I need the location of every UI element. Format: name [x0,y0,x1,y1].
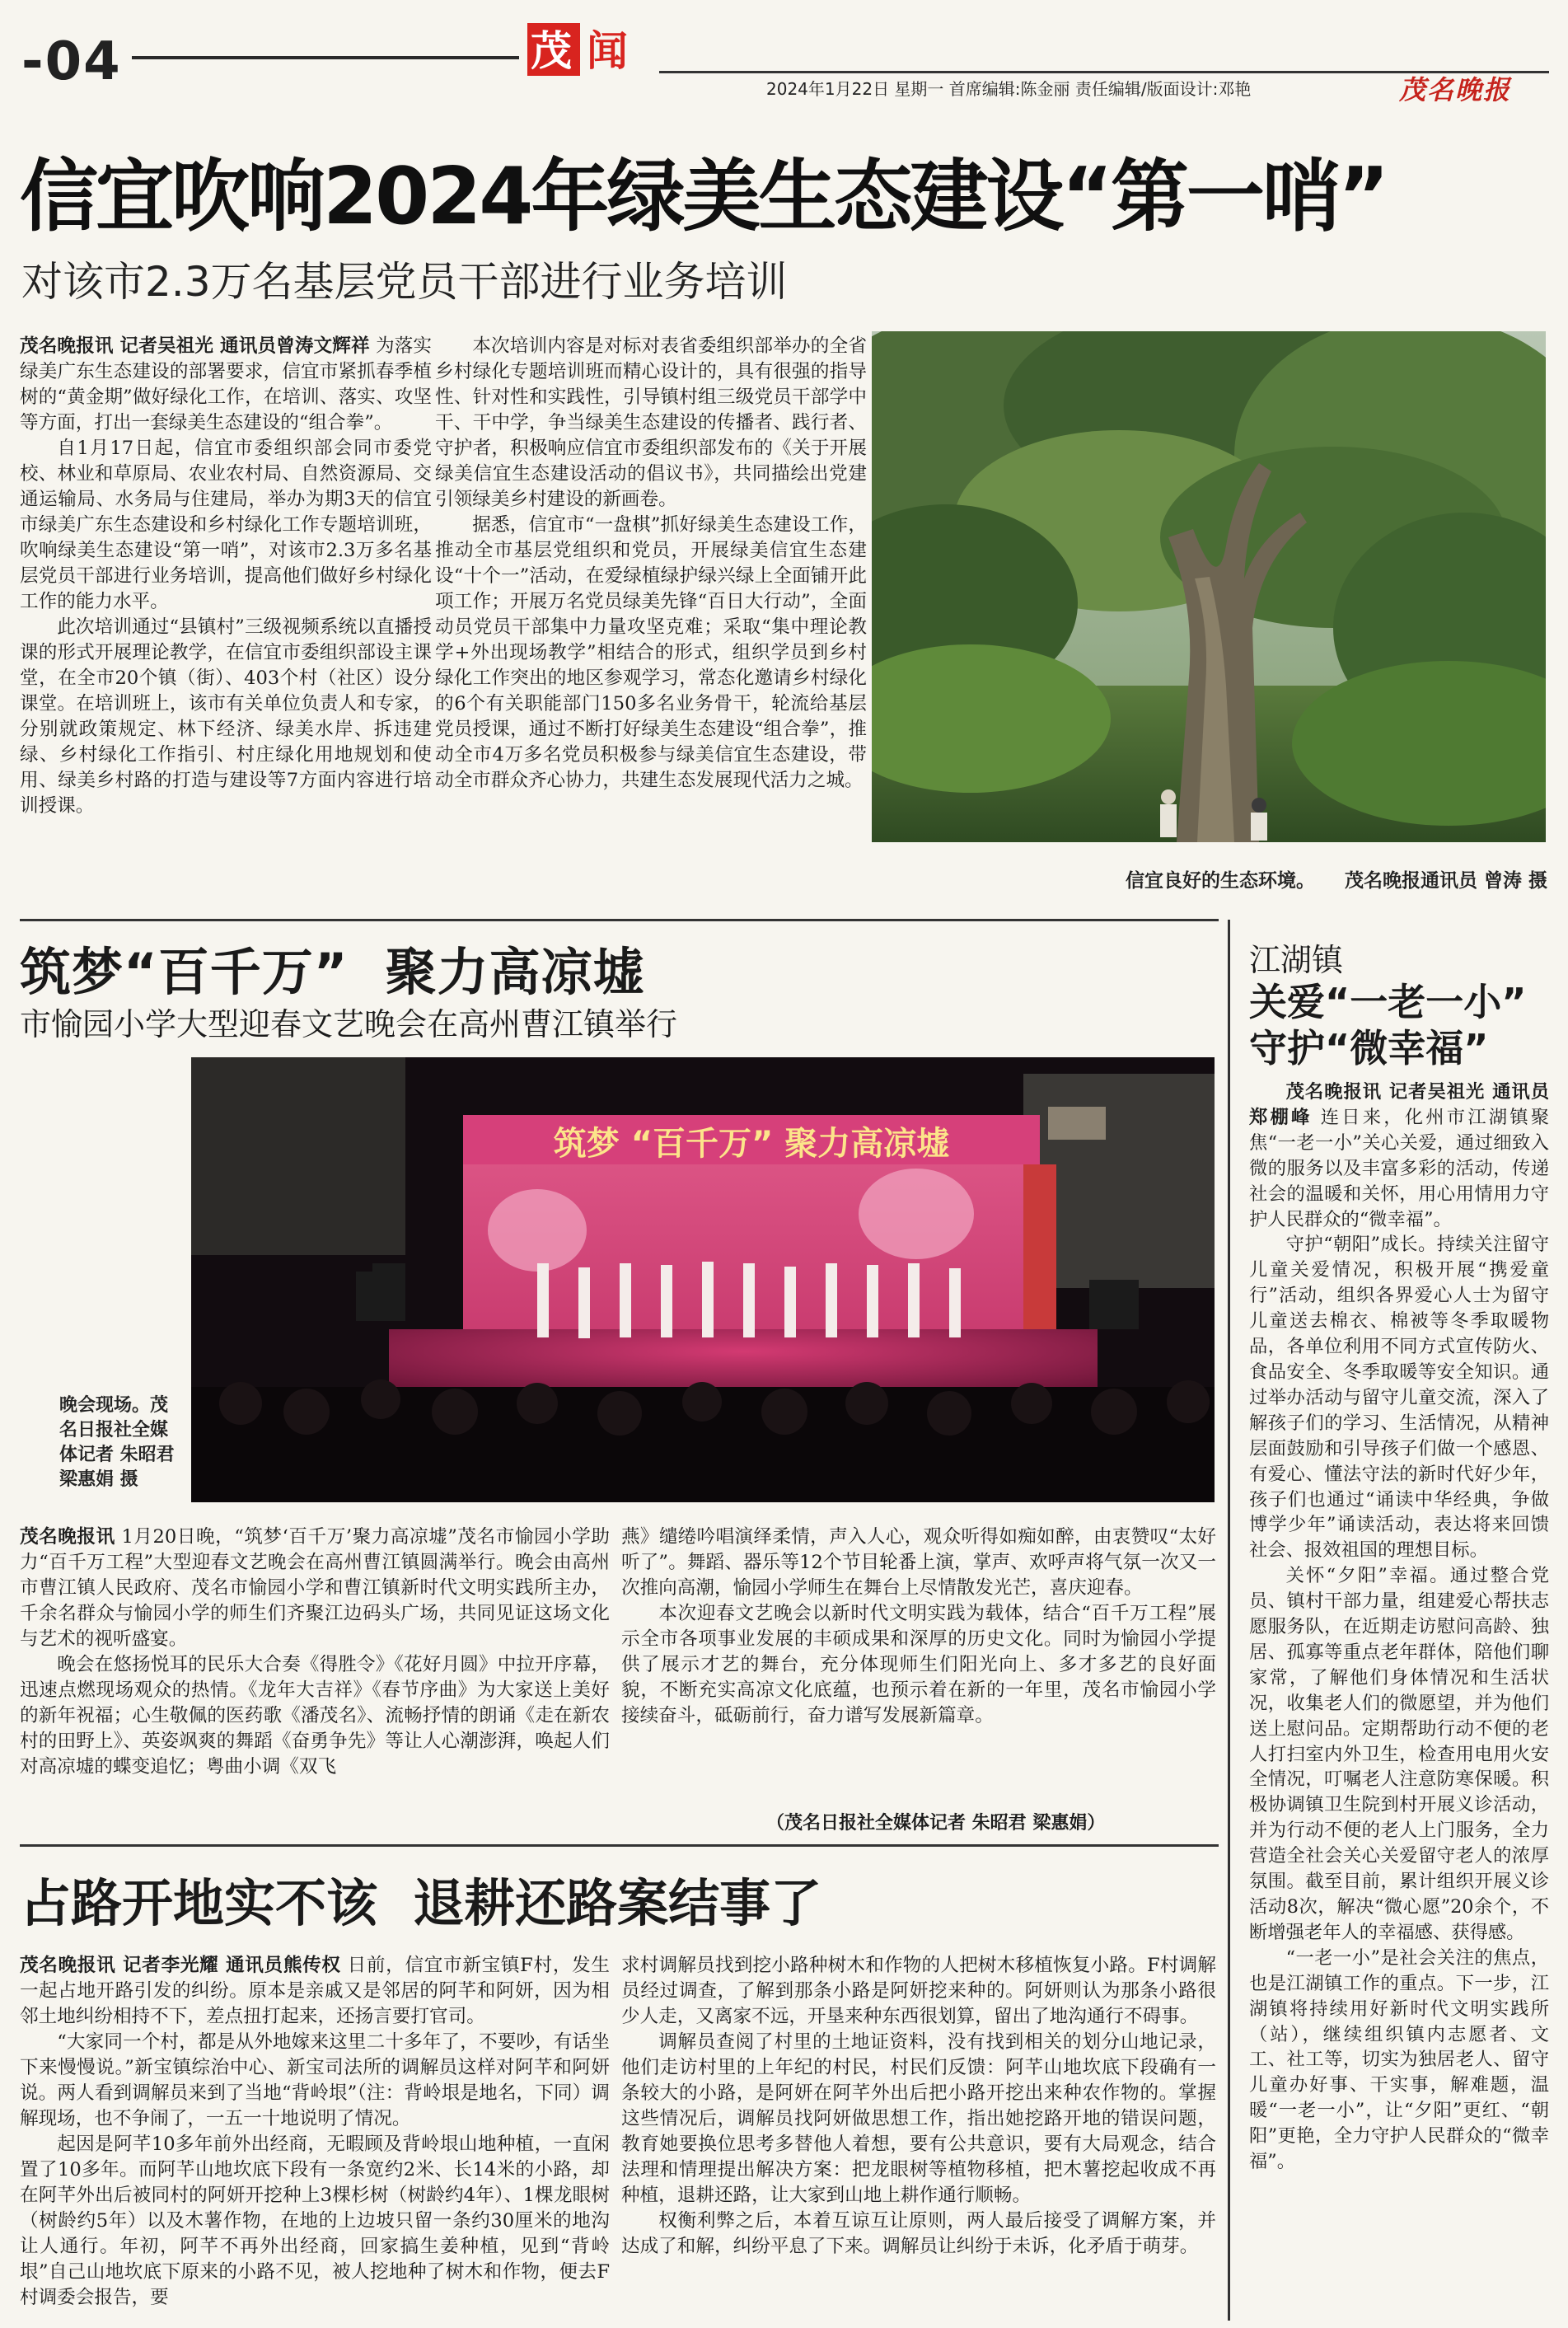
photo-credit: 茂名晚报通讯员 曾涛 摄 [1344,869,1547,892]
article1-paragraph: 本次培训内容是对标对表省委组织部举办的全省乡村绿化专题培训班而精心设计的，具有很强的指导性、针对性和实践性，引导镇村组三级党员干部学中干、干中学，争当绿美生态建设的传播者、践行者、守护者，积极响应信宜市委组织部发布的《关于开展绿美信宜生态建设活动的倡议书》，共同描绘出党建引领绿美乡村建设的新画卷。 [435,335,867,510]
section-char-2: 闻 [587,26,628,75]
section-char-1: 茂 [531,26,572,75]
sidebar-body [1249,1080,1549,2175]
article1-column-2 [435,334,867,794]
section-divider [20,1844,1219,1847]
sidebar-paragraph: 连日来，化州市江湖镇聚焦“一老一小”关心关爱，通过细致入微的服务以及丰富多彩的活动，传递社会的温暖和关怀，用心用情用力守护人民群众的“微幸福”。 [1249,1106,1549,1230]
article2-photo-gala [191,1057,1215,1502]
article3-paragraph: “大家同一个村，都是从外地嫁来这里二十多年了，不要吵，有话坐下来慢慢说。”新宝镇综治中心、新宝司法所的调解员这样对阿芊和阿妍说。两人看到调解员来到了当地“背岭垠”（注：背岭垠是地名，下同）调解现场，也不争闹了，一五一十地说明了情况。 [20,2031,610,2129]
article2-column-2 [621,1525,1216,1729]
article2-byline: 茂名晚报讯 [20,1526,115,1548]
article1-paragraph: 据悉，信宜市“一盘棋”抓好绿美生态建设工作，推动全市基层党组织和党员，开展绿美信宜生态建设“十个一”活动，在爱绿植绿护绿兴绿上全面铺开此项工作；开展万名党员绿美先锋“百日大行动”，全面动员党员干部集中力量攻坚克难；采取“集中理论教学+外出现场教学”相结合的形式，组织学员到乡村绿化工作突出的地区参观学习，常态化邀请乡村绿化的6个有关职能部门150多名业务骨干，轮流给基层党员授课，通过不断打好绿美生态建设“组合拳”，推动全市4万多名党员积极参与绿美信宜生态建设，带动全市群众齐心协力，共建生态发展现代活力之城。 [435,514,867,791]
sidebar-headline-line-2: 守护“微幸福” [1249,1026,1489,1070]
article2-paragraph: 燕》缱绻吟唱演绎柔情，声入人心，观众听得如痴如醉，由衷赞叹“太好听了”。舞蹈、器乐等12个节目轮番上演，掌声、欢呼声将气氛一次又一次推向高潮，愉园小学师生在舞台上尽情散发光芒，喜庆迎春。 [621,1526,1216,1599]
issue-info: 2024年1月22日 星期一 首席编辑:陈金丽 责任编辑/版面设计:邓艳 [766,79,1252,99]
article1-headline: 信宜吹响2024年绿美生态建设“第一哨” [20,152,1388,242]
sidebar-paragraph: 关怀“夕阳”幸福。通过整合党员、镇村干部力量，组建爱心帮扶志愿服务队，在近期走访慰问高龄、独居、孤寡等重点老年群体，陪他们聊家常，了解他们身体情况和生活状况，收集老人们的微愿望，并为他们送上慰问品。定期帮助行动不便的老人打扫室内外卫生，检查用电用火安全情况，叮嘱老人注意防寒保暖。积极协调镇卫生院到村开展义诊活动，并为行动不便的老人上门服务，全力营造全社会关心关爱留守老人的浓厚氛围。截至目前，累计组织开展义诊活动8次，解决“微心愿”20余个，不断增强老年人的幸福感、获得感。 [1249,1565,1549,1943]
photo-caption-text: 信宜良好的生态环境。 [1125,869,1315,892]
article2-headline: 筑梦“百千万” 聚力高凉墟 [20,942,645,1002]
article1-photo-caption [873,865,1547,892]
article1-paragraph: 此次培训通过“县镇村”三级视频系统以直播授课的形式开展理论教学，在信宜市委组织部设主课堂，在全市20个镇（街）、403个村（社区）设分课堂。在培训班上，该市有关单位负责人和专家，分别就政策规定、林下经济、绿美水岸、拆违建绿、乡村绿化工作指引、村庄绿化用地规划和使用、绿美乡村路的打造与建设等7方面内容进行培训授课。 [20,616,432,817]
article1-photo-tree [872,331,1546,842]
article2-paragraph: 本次迎春文艺晚会以新时代文明实践为载体，结合“百千万工程”展示全市各项事业发展的丰硕成果和深厚的历史文化。同时为愉园小学提供了展示才艺的舞台，充分体现师生们阳光向上、多才多艺的良好面貌，不断充实高凉文化底蕴，也预示着在新的一年里，茂名市愉园小学接续奋斗，砥砺前行，奋力谱写发展新篇章。 [621,1603,1216,1726]
article1-paragraph: 为落实绿美广东生态建设的部署要求，信宜市紧抓春季植树的“黄金期”做好绿化工作，在培训、落实、攻坚等方面，打出一套绿美生态建设的“组合拳”。 [20,335,433,433]
sidebar-paragraph: “一老一小”是社会关注的焦点，也是江湖镇工作的重点。下一步，江湖镇将持续用好新时代文明实践所（站），继续组织镇内志愿者、文工、社工等，切实为独居老人、留守儿童办好事、干实事，解难题，温暖“一老一小”，让“夕阳”更红、“朝阳”更艳，全力守护人民群众的“微幸福”。 [1249,1946,1549,2173]
article2-paragraph: 1月20日晚，“筑梦‘百千万’聚力高凉墟”茂名市愉园小学助力“百千万工程”大型迎春文艺晚会在高州曹江镇圆满举行。晚会由高州市曹江镇人民政府、茂名市愉园小学和曹江镇新时代文明实践所主办，千余名群众与愉园小学的师生们齐聚江边码头广场，共同见证这场文化与艺术的视听盛宴。 [20,1526,611,1650]
article2-paragraph: 晚会在悠扬悦耳的民乐大合奏《得胜令》《花好月圆》中拉开序幕，迅速点燃现场观众的热情。《龙年大吉祥》《春节序曲》为大家送上美好的新年祝福；心生敬佩的医药歌《潘茂名》、流畅抒情的朗诵《走在新农村的田野上》、英姿飒爽的舞蹈《奋勇争先》等让人心潮澎湃，唤起人们对高凉墟的蝶变追忆；粤曲小调《双飞 [20,1654,610,1778]
sidebar-byline: 茂名晚报讯 记者吴祖光 通讯员郑棚峰 [1249,1081,1549,1128]
article1-paragraph: 自1月17日起，信宜市委组织部会同市委党校、林业和草原局、农业农村局、自然资源局、交通运输局、水务局与住建局，举办为期3天的信宜市绿美广东生态建设和乡村绿化工作专题培训班，吹响绿美生态建设“第一哨”，对该市2.3万多名基层党员干部进行业务培训，提高他们做好乡村绿化工作的能力水平。 [20,438,432,612]
sidebar-headline-line-1: 关爱“一老一小” [1249,980,1527,1024]
article3-paragraph: 日前，信宜市新宝镇F村，发生一起占地开路引发的纠纷。原本是亲戚又是邻居的阿芊和阿妍，因为相邻土地纠纷相持不下，差点扭打起来，还扬言要打官司。 [20,1955,610,2027]
section-divider [20,919,1219,921]
article2-photo-caption: 晚会现场。茂名日报社全媒体记者 朱昭君 梁惠娟 摄 [59,1394,175,1490]
article3-paragraph: 调解员查阅了村里的土地证资料，没有找到相关的划分山地记录，他们走访村里的上年纪的村民，村民们反馈：阿芊山地坎底下段确有一条较大的小路，是阿妍在阿芊外出后把小路开挖出来种农作物的。掌握这些情况后，调解员找阿妍做思想工作，指出她挖路开地的错误问题，教育她要换位思考多替他人着想，要有公共意识，要有大局观念，结合法理和情理提出解决方案：把龙眼树等植物移植，把木薯挖起收成不再种植，退耕还路，让大家到山地上耕作通行顺畅。 [621,2031,1216,2206]
article3-paragraph: 求村调解员找到挖小路种树木和作物的人把树木移植恢复小路。F村调解员经过调查，了解到那条小路是阿妍挖来种的。阿妍则认为那条小路很少人走，又离家不远，开垦来种东西很划算，留出了地沟通行不碍事。 [621,1955,1216,2027]
section-logo [527,23,643,82]
newspaper-masthead: 茂名晚报 [1399,74,1512,105]
article3-column-2 [621,1953,1216,2260]
article3-headline: 占路开地实不该 退耕还路案结事了 [20,1873,822,1933]
article3-paragraph: 起因是阿芊10多年前外出经商，无暇顾及背岭垠山地种植，一直闲置了10多年。而阿芊山地坎底下段有一条宽约2米、长14米的小路，却在阿芊外出后被同村的阿妍开挖种上3棵杉树（树龄约4年）、1棵龙眼树（树龄约5年）以及木薯作物，在地的上边坡只留一条约30厘米的地沟让人通行。年初，阿芊不再外出经商，回家搞生姜种植，见到“背岭垠”自己山地坎底下原来的小路不见，被人挖地种了树木和作物，便去F村调委会报告，要 [20,2134,610,2308]
article2-credit: （茂名日报社全媒体记者 朱昭君 梁惠娟） [766,1812,1106,1834]
article1-subheadline: 对该市2.3万名基层党员干部进行业务培训 [21,258,788,306]
article3-paragraph: 权衡利弊之后，本着互谅互让原则，两人最后接受了调解方案，并达成了和解，纠纷平息了下来。调解员让纠纷于未诉，化矛盾于萌芽。 [621,2210,1216,2257]
article2-subheadline: 市愉园小学大型迎春文艺晚会在高州曹江镇举行 [20,1006,678,1042]
article1-column-1 [20,334,432,819]
article3-byline: 茂名晚报讯 记者李光耀 通讯员熊传权 [20,1955,341,1976]
sidebar-paragraph: 守护“朝阳”成长。持续关注留守儿童关爱情况，积极开展“携爱童行”活动，组织各界爱心人士为留守儿童送去棉衣、棉被等冬季取暖物品，各单位利用不同方式宣传防火、食品安全、冬季取暖等安全知识。通过举办活动与留守儿童交流，深入了解孩子们的学习、生活情况，从精神层面鼓励和引导孩子们做一个感恩、有爱心、懂法守法的新时代好少年，孩子们也通过“诵读中华经典，争做博学少年”诵读活动，表达将来回馈社会、报效祖国的理想目标。 [1249,1234,1549,1562]
article2-column-1 [20,1525,610,1780]
sidebar-divider [1228,920,1230,2321]
article3-column-1 [20,1953,610,2311]
stage-banner-text: 筑梦 “百千万” 聚力高凉墟 [553,1125,950,1163]
header-rule-left [132,56,519,59]
article1-byline: 茂名晚报讯 记者吴祖光 通讯员曾涛文辉祥 [20,335,370,357]
page-number: -04 [21,31,122,92]
sidebar-kicker: 江湖镇 [1249,942,1344,978]
sidebar-headline [1249,979,1526,1071]
